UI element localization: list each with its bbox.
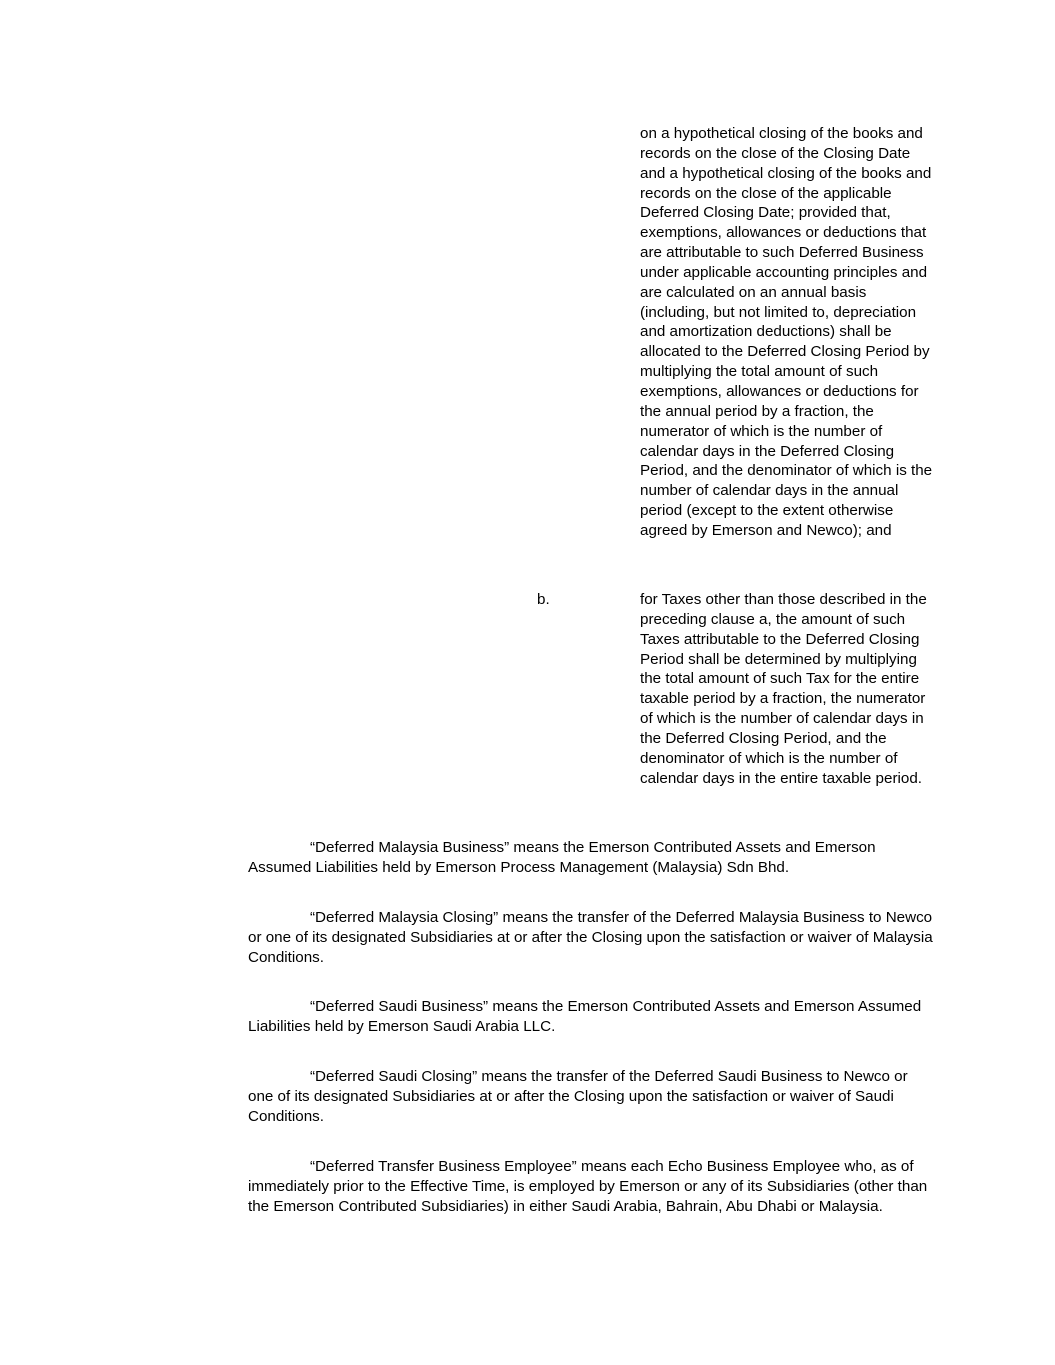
definition-term: “Deferred Transfer Business Employee” bbox=[310, 1158, 577, 1175]
definition-term: “Deferred Saudi Closing” bbox=[310, 1068, 478, 1085]
definition-deferred-saudi-business bbox=[248, 997, 934, 1037]
definition-term: “Deferred Malaysia Business” bbox=[310, 839, 510, 856]
definition-deferred-malaysia-business bbox=[248, 838, 934, 878]
definition-body: means each Echo Business Employee who, as of immediately prior to the Effective Time, is employed by Emerson or any of its Subsidiaries (other than the Emerson Contributed Subsidiaries) in either Saudi Arabia, Bahrain, Abu Dhabi or Malaysia. bbox=[248, 1158, 928, 1215]
definition-deferred-transfer-business-employee bbox=[248, 1157, 934, 1217]
definition-body: means the Emerson Contributed Assets and Emerson Assumed Liabilities held by Emerson Saudi Arabia LLC. bbox=[248, 998, 922, 1035]
definition-body: means the Emerson Contributed Assets and Emerson Assumed Liabilities held by Emerson Process Management (Malaysia) Sdn Bhd. bbox=[248, 839, 876, 876]
definition-term: “Deferred Malaysia Closing” bbox=[310, 909, 499, 926]
continued-clause-a-text: on a hypothetical closing of the books and records on the close of the Closing Date and a hypothetical closing of the books and records on the close of the applicable Deferred Closing Date; provided that, exemptions, allowances or deductions that are attributable to such Deferred Business under applicable accounting principles and are calculated on an annual basis (including, but not limited to, depreciation and amortization deductions) shall be allocated to the Deferred Closing Period by multiplying the total amount of such exemptions, allowances or deductions for the annual period by a fraction, the numerator of which is the number of calendar days in the Deferred Closing Period, and the denominator of which is the number of calendar days in the annual period (except to the extent otherwise agreed by Emerson and Newco); and bbox=[640, 125, 933, 539]
definition-term: “Deferred Saudi Business” bbox=[310, 998, 489, 1015]
definition-body: means the transfer of the Deferred Saudi Business to Newco or one of its designated Subsidiaries at or after the Closing upon the satisfaction or waiver of Saudi Conditions. bbox=[248, 1068, 908, 1125]
definition-deferred-malaysia-closing bbox=[248, 908, 934, 968]
definition-body: means the transfer of the Deferred Malaysia Business to Newco or one of its designated Subsidiaries at or after the Closing upon the satisfaction or waiver of Malaysia Conditions. bbox=[248, 909, 933, 966]
clause-b-label: b. bbox=[537, 591, 550, 608]
definition-deferred-saudi-closing bbox=[248, 1067, 934, 1127]
clause-b-text: for Taxes other than those described in the preceding clause a, the amount of such Taxes attributable to the Deferred Closing Period shall be determined by multiplying the total amount of such Tax for the entire taxable period by a fraction, the numerator of which is the number of calendar days in the Deferred Closing Period, and the denominator of which is the number of calendar days in the entire taxable period. bbox=[640, 591, 927, 787]
